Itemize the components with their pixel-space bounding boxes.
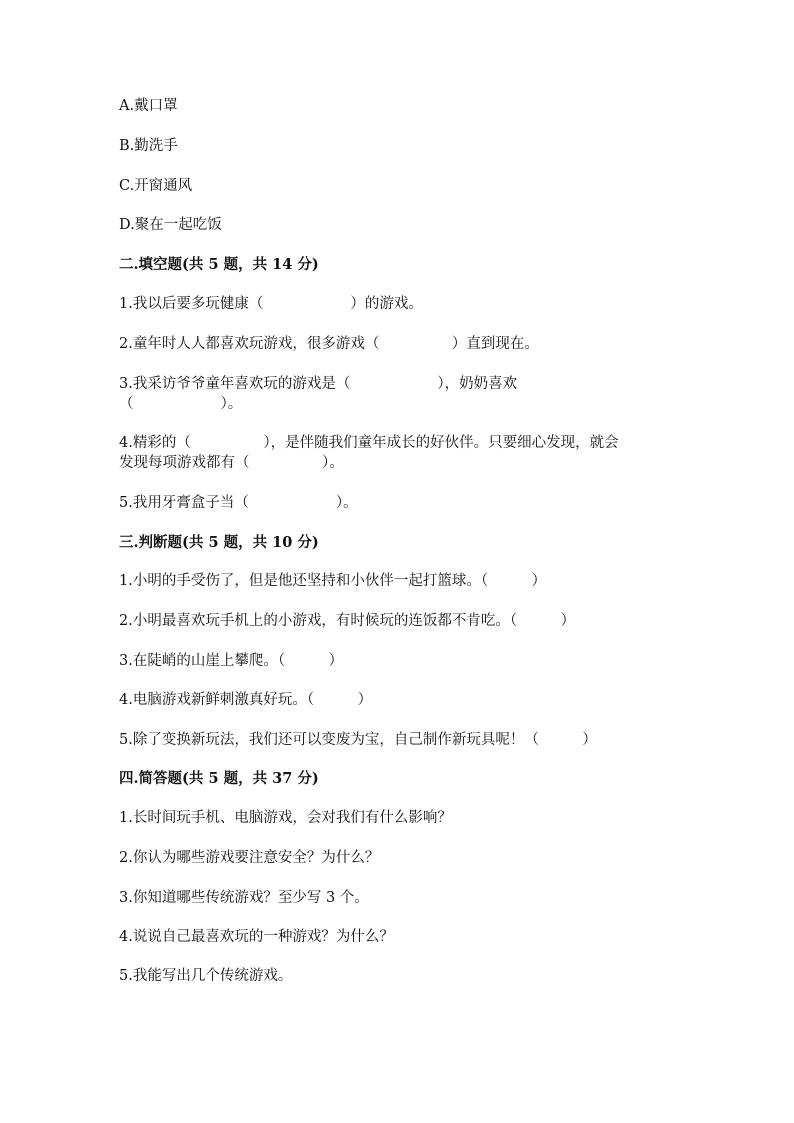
option-a: A.戴口罩 bbox=[119, 98, 178, 114]
fill-blank-q3-line1: 3.我采访爷爷童年喜欢玩的游戏是（ ），奶奶喜欢 bbox=[119, 376, 518, 392]
true-false-q4: 4.电脑游戏新鲜刺激真好玩。（ ） bbox=[119, 692, 373, 708]
option-b: B.勤洗手 bbox=[119, 138, 178, 154]
true-false-q2: 2.小明最喜欢玩手机上的小游戏，有时候玩的连饭都不肯吃。（ ） bbox=[119, 613, 576, 629]
fill-blank-q3-line2: （ ）。 bbox=[119, 396, 243, 412]
fill-blank-q1: 1.我以后要多玩健康（ ）的游戏。 bbox=[119, 296, 423, 312]
fill-blank-q5: 5.我用牙膏盒子当（ ）。 bbox=[119, 495, 358, 511]
true-false-q5: 5.除了变换新玩法，我们还可以变废为宝，自己制作新玩具呢！（ ） bbox=[119, 732, 597, 748]
short-answer-q3: 3.你知道哪些传统游戏？至少写 3 个。 bbox=[119, 890, 369, 906]
short-answer-q5: 5.我能写出几个传统游戏。 bbox=[119, 968, 293, 984]
option-c: C.开窗通风 bbox=[119, 178, 193, 194]
fill-blank-q4-line2: 发现每项游戏都有（ ）。 bbox=[119, 455, 344, 471]
short-answer-q2: 2.你认为哪些游戏要注意安全？为什么？ bbox=[119, 850, 380, 866]
short-answer-q1: 1.长时间玩手机、电脑游戏，会对我们有什么影响？ bbox=[119, 810, 452, 826]
section-heading-short-answer: 四.简答题(共 5 题，共 37 分) bbox=[119, 770, 319, 787]
fill-blank-q4-line1: 4.精彩的（ ），是伴随我们童年成长的好伙伴。只要细心发现，就会 bbox=[119, 435, 619, 451]
section-heading-fill-blank: 二.填空题(共 5 题，共 14 分) bbox=[119, 256, 319, 273]
section-heading-true-false: 三.判断题(共 5 题，共 10 分) bbox=[119, 534, 319, 551]
fill-blank-q2: 2.童年时人人都喜欢玩游戏，很多游戏（ ）直到现在。 bbox=[119, 336, 539, 352]
true-false-q1: 1.小明的手受伤了，但是他还坚持和小伙伴一起打篮球。（ ） bbox=[119, 573, 547, 589]
option-d: D.聚在一起吃饭 bbox=[119, 217, 222, 233]
true-false-q3: 3.在陡峭的山崖上攀爬。（ ） bbox=[119, 653, 344, 669]
short-answer-q4: 4.说说自己最喜欢玩的一种游戏？为什么？ bbox=[119, 929, 394, 945]
